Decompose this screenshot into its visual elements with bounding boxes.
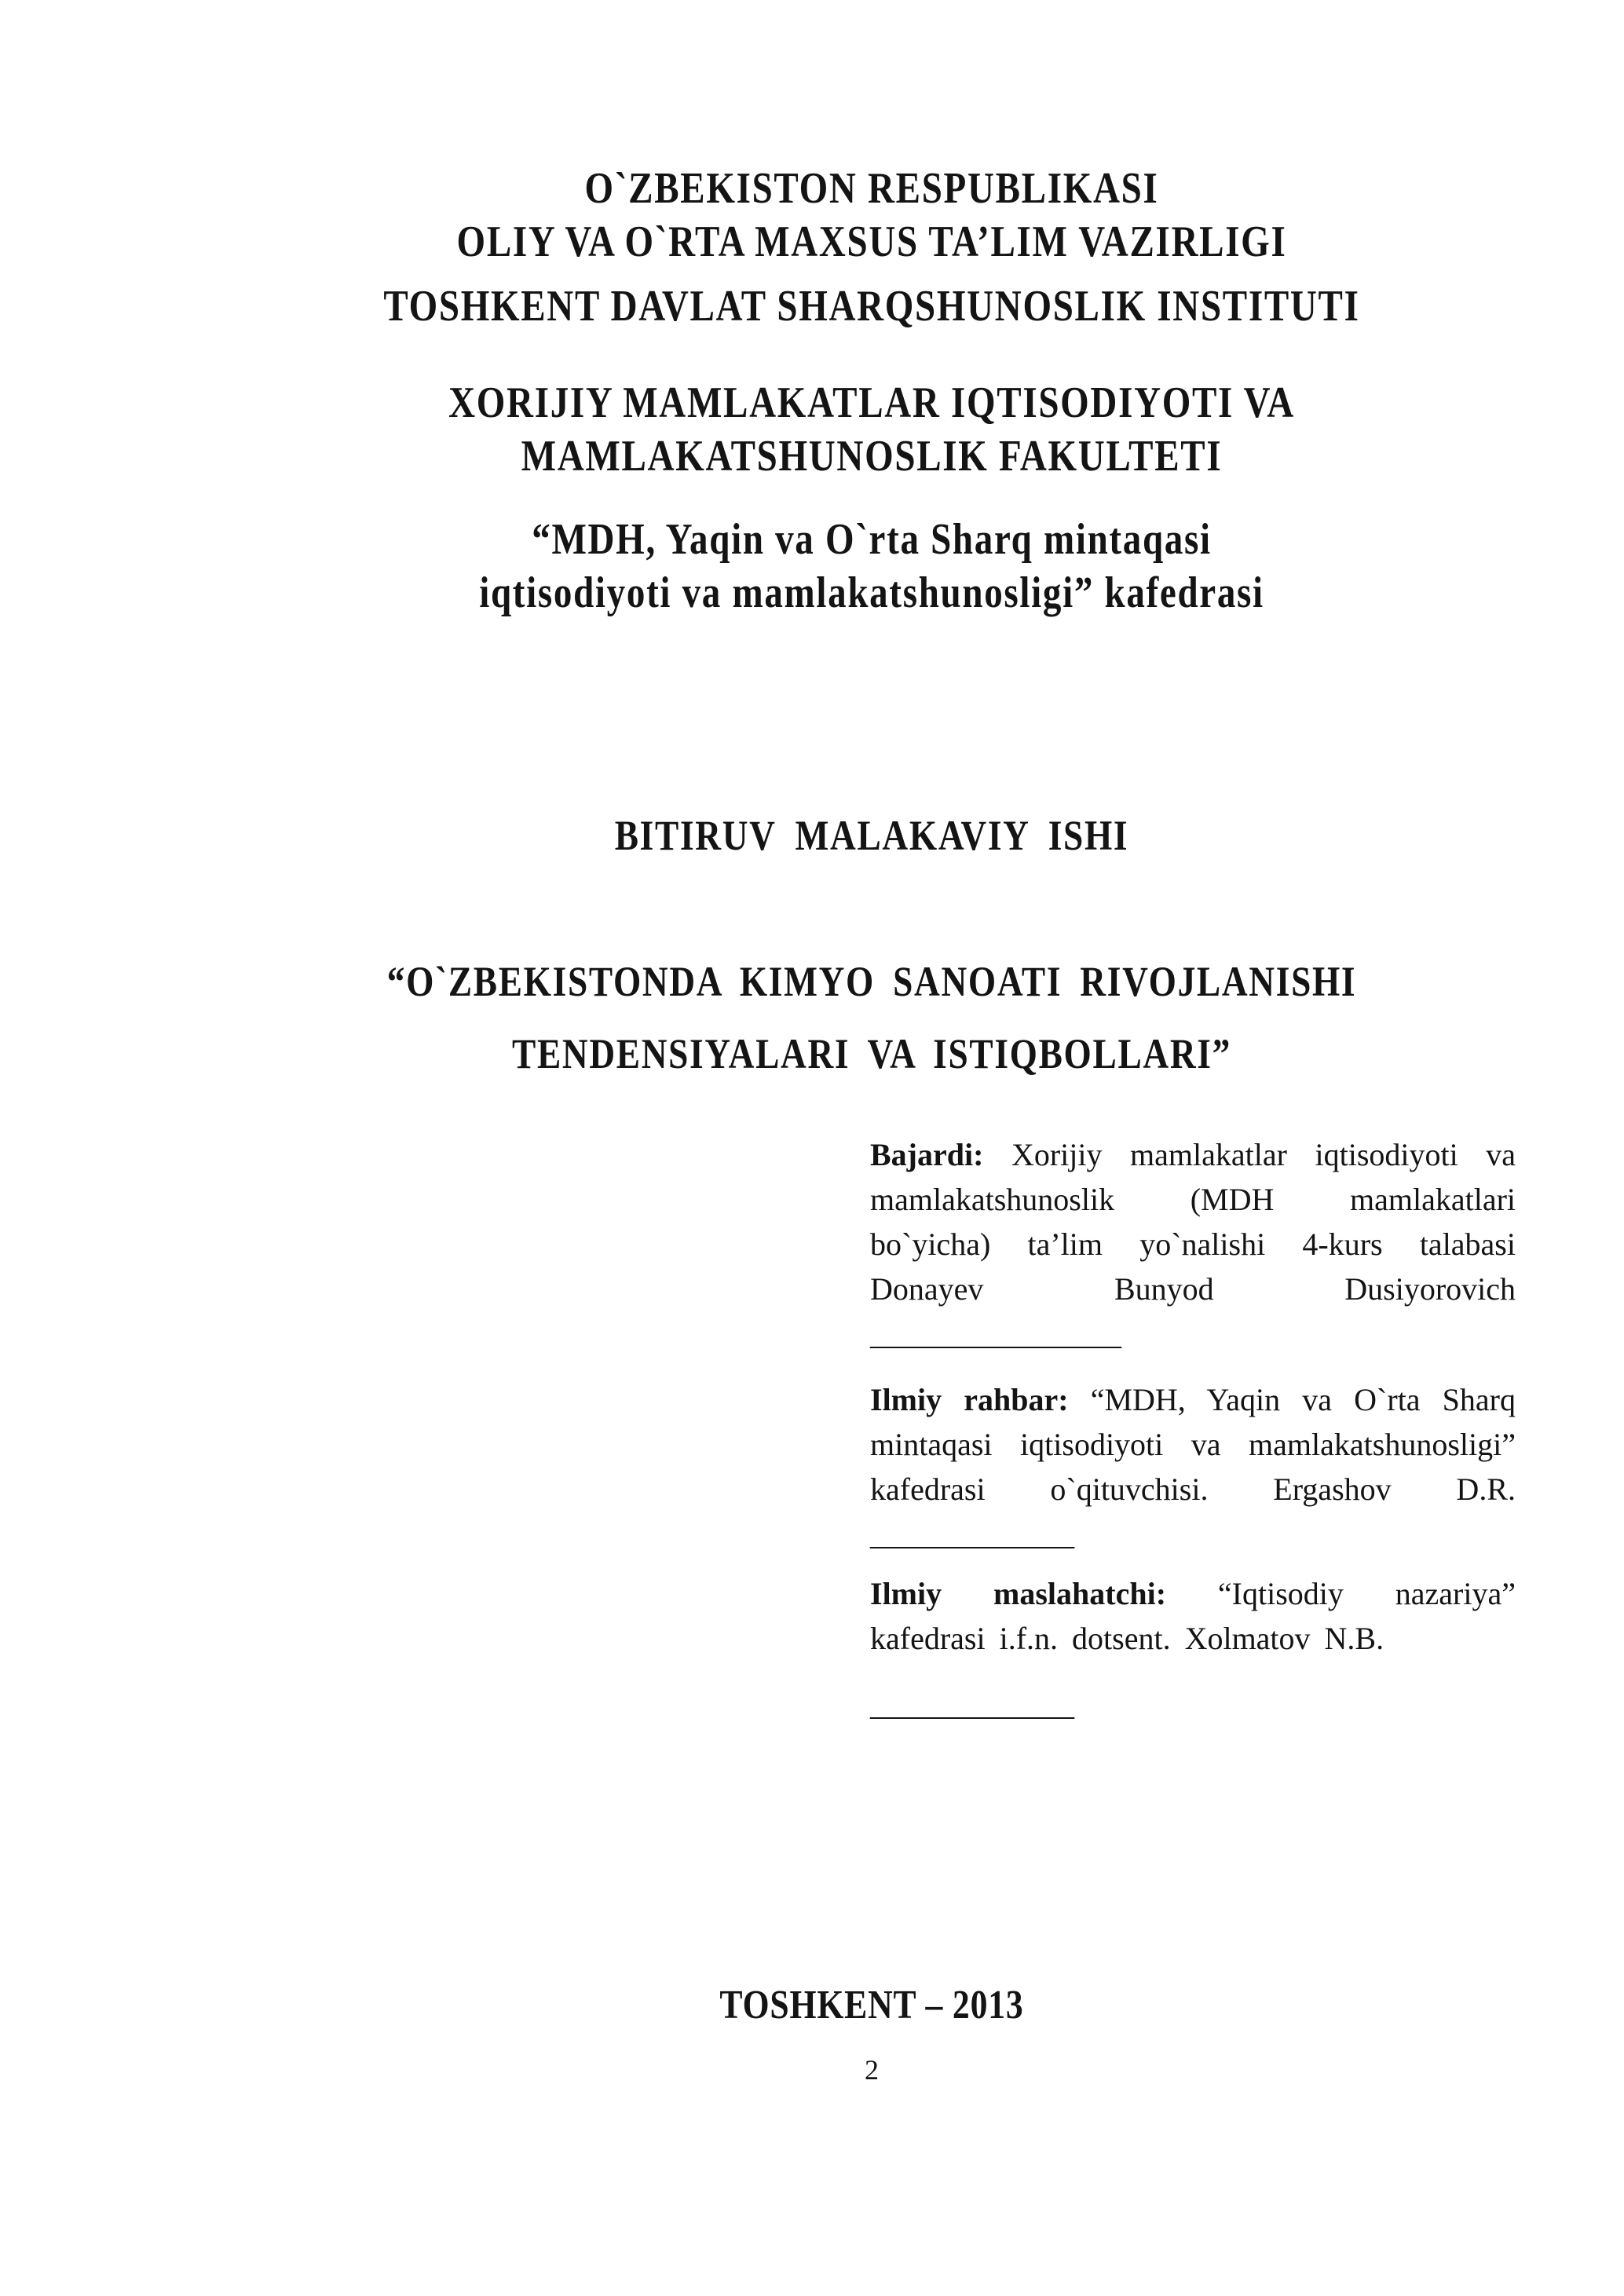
institute-name: TOSHKENT DAVLAT SHARQSHUNOSLIK INSTITUTI (383, 282, 1360, 331)
author-label: Bajardi: (870, 1137, 984, 1172)
consultant-signature-line: _____________ (870, 1687, 1074, 1722)
advisor-label: Ilmiy rahbar: (870, 1382, 1069, 1417)
consultant-line-1 (870, 1571, 1516, 1616)
author-line-1-text: Xorijiy mamlakatlar iqtisodiyoti va (1011, 1137, 1516, 1172)
consultant-name-line: kafedrasi i.f.n. dotsent. Xolmatov N.B. (870, 1621, 1384, 1656)
thesis-title-line-2: TENDENSIYALARI VA ISTIQBOLLARI” (512, 1030, 1231, 1077)
consultant-block (870, 1571, 1516, 1661)
ministry-header (338, 162, 1406, 269)
author-line-1 (870, 1132, 1516, 1177)
author-block (870, 1132, 1516, 1356)
advisor-name-line: kafedrasi o`qituvchisi. Ergashov D.R. (870, 1472, 1516, 1507)
faculty-name (338, 376, 1406, 483)
author-signature-line: ________________ (870, 1316, 1121, 1351)
faculty-line-2: MAMLAKATSHUNOSLIK FAKULTETI (521, 432, 1223, 481)
faculty-line-1: XORIJIY MAMLAKATLAR IQTISODIYOTI VA (448, 378, 1295, 427)
department-line-2: iqtisodiyoti va mamlakatshunosligi” kafedrasi (479, 569, 1264, 617)
author-line-2: mamlakatshunoslik (MDH mamlakatlari (870, 1182, 1516, 1217)
department-line-1: “MDH, Yaqin va O`rta Sharq mintaqasi (532, 515, 1212, 564)
country-line: O`ZBEKISTON RESPUBLIKASI (584, 164, 1159, 213)
advisor-signature-line: _____________ (870, 1516, 1074, 1552)
work-type-heading: BITIRUV MALAKAVIY ISHI (614, 812, 1129, 859)
page-number: 2 (865, 2054, 879, 2086)
consultant-line-1-text: “Iqtisodiy nazariya” (1217, 1576, 1516, 1611)
consultant-label: Ilmiy maslahatchi: (870, 1576, 1167, 1611)
thesis-title (338, 945, 1406, 1090)
department-name (338, 513, 1406, 620)
ministry-line: OLIY VA O`RTA MAXSUS TA’LIM VAZIRLIGI (456, 218, 1287, 266)
advisor-block (870, 1377, 1516, 1556)
city-year-line: TOSHKENT – 2013 (719, 1983, 1024, 2027)
thesis-title-line-1: “O`ZBEKISTONDA KIMYO SANOATI RIVOJLANISHI (386, 958, 1357, 1005)
consultant-signature-block (870, 1682, 1516, 1727)
advisor-line-1 (870, 1377, 1516, 1422)
advisor-line-1-text: “MDH, Yaqin va O`rta Sharq (1090, 1382, 1516, 1417)
author-name-line: Donayev Bunyod Dusiyorovich (870, 1271, 1516, 1307)
advisor-line-2: mintaqasi iqtisodiyoti va mamlakatshunosligi” (870, 1427, 1516, 1462)
author-line-3: bo`yicha) ta’lim yo`nalishi 4-kurs talabasi (870, 1227, 1516, 1262)
